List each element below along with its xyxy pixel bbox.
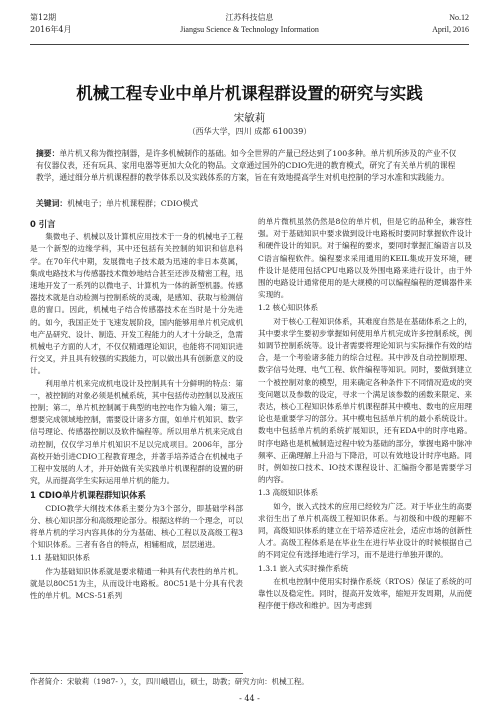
journal-en: Jiangsu Science & Technology Information <box>180 25 319 34</box>
paragraph: 如今，嵌入式技术的应用已经较为广泛。对于毕业生的高要求衍生出了单片机高级工程知识体系。与初级和中级的理解不同，高级知识体系的建立在于培养适应社会，适应市场的创新性人才。高级工程体系是在毕业生在进行毕业设计的时候根据自己的不同定位有选择地进行学习，而不是进行单独开课的。 <box>258 501 472 560</box>
left-column <box>30 216 243 602</box>
keywords-text: 机械电子；单片机课程群；CDIO模式 <box>67 199 199 208</box>
abstract-label: 摘要： <box>36 149 60 158</box>
keywords-label: 关键词： <box>36 199 68 208</box>
date-en: April, 2016 <box>432 25 469 34</box>
header-center <box>30 12 469 36</box>
paragraph: 集微电子、机械以及计算机应用技术于一身的机械电子工程是一个新型的边缘学科，其中还包括有关控制的知识和信息科学。在70年代中期，发展微电子技术最为迅速的非日本莫属，集成电路技术与传感器技术微妙地结合甚至还涉及精密工程，迅速地开发了一系列的以微电子、计算机为一体的新型机器。传感器技术就是自动检测与控制系统的灵魂，是感知、获取与检测信息的窗口。因此，机械电子结合传感器技术在当时是十分先进的。如今，我国正处于飞速发展阶段，国内能够用单片机完成机电产品研究、设计、制造、开发工程能力的人才十分缺乏，急需机械电子方面的人才，不仅仅精通理论知识，也能将不同知识进行交叉，并且具有较强的实践能力，可以做出具有创新意义的设计。 <box>30 232 243 376</box>
paragraph: 的单片微机虽然仍然是8位的单片机，但是它的品种全，兼容性强。对于基础知识中要求做到设计电路板时要同时掌握软件设计和硬件设计的知识。对于编程的要求，要同时掌握汇编语言以及C语言编程软件。编程要求采用通用的KEIL集成开发环境，硬件设计是使用包括CPU电路以及外围电路来进行设计，由于外围的电路设计通常使用的是大规模的可以编程编程的逻辑器件来实现的。 <box>258 217 472 300</box>
subsection-heading: 1.2 核心知识体系 <box>258 303 319 313</box>
issue-en: No.12 <box>449 13 469 22</box>
author-footnote: 作者简介：宋敏莉（1987- ），女，四川峨眉山，硕士，助教；研究方向：机械工程。 <box>30 677 309 686</box>
journal-cn: 江苏科技信息 <box>225 13 274 22</box>
paper-title: 机械工程专业中单片机课程群设置的研究与实践 <box>76 84 423 103</box>
header-right <box>432 12 469 36</box>
subsection-heading: 1.3 高级知识体系 <box>258 488 319 498</box>
issue-cn: 第12期 <box>30 13 57 22</box>
right-column <box>258 216 472 613</box>
section-heading: 0 引言 <box>30 219 56 229</box>
page-number: - 44 - <box>239 694 260 703</box>
subsection-heading: 1.1 基础知识体系 <box>30 553 91 563</box>
abstract-text: 单片机又称为微控制器，是许多机械制作的基础。如今全世界的产量已经达到了100多种。单片机所涉及的产业不仅有仪器仪表，还有玩具、家用电器等更加大众化的物品。文章通过国外的CDIO先进的教育模式，研究了有关单片机的课程教学，通过细分单片机课程群的教学体系以及实践体系的方案，旨在有效地提高学生对机电控制的学习水准和实践能力。 <box>36 149 457 182</box>
section-heading: 1 CDIO单片机课程群知识体系 <box>30 490 146 501</box>
paragraph: CDIO教学大纲技术体系主要分为3个部分，即基础学科部分、核心知识部分和高级理论部分。根据这样的一个理念，可以将单片机的学习内容具体的分为基础、核心工程以及高级工程3个知识体系。三者有各自的特点，相辅相成，层层递进。 <box>30 503 243 550</box>
paragraph: 利用单片机来完成机电设计及控制具有十分鲜明的特点：第一，被控制的对象必须是机械系统，其中包括传动控制以及液压控制；第二，单片机控制属于典型的电控电作为输入端；第三，想要完成领域地控制，需要设计诸多方面，如单片机知识、数字信号理论、传感器控制以及软件编程等。所以用单片机来完成自动控制，仅仅学习单片机知识不足以完成项目。2006年，部分高校开始引进CDIO工程教育理念，并著手培养适合在机械电子工程中发展的人才，并开始做有关实践单片机课程群的设置的研究，从而提高学生实际运用单片机的能力。 <box>30 378 243 486</box>
paragraph: 作为基础知识体系就是要求精通一种具有代表性的单片机。就是以80C51为主，从而设计电路板。80C51是十分具有代表性的单片机。MCS-51系列 <box>30 566 243 601</box>
abstract <box>36 148 463 184</box>
paragraph: 在机电控制中使用实时操作系统（RTOS）保证了系统的可靠性以及稳定性。同时，提高开发效率，缩短开发周期，从而使程序便于修改和维护。因为考虑到 <box>258 576 472 611</box>
date-cn: 2016年4月 <box>30 25 72 34</box>
paragraph: 对于核心工程知识体系，其难度自然是在基础体系之上的，其中要求学生要初步掌握如何使用单片机完成许多控制系统，例如调节控制系统等。设计者需要将理论知识与实际操作有效的结合，是一个考验诸多能力的综合过程。其中涉及自动控制原理、数字信号处理、电气工程、软件编程等知识。同时，要做到建立一个被控制对象的模型，用来确定各种条件下不同情况造成的突变问题以及参数的设定，寻求一个满足该参数的函数来限定、来表达，核心工程知识体系单片机课程群其中模电、数电的应用理论也是重要学习的部分。其中模电包括单片机的最小系统设计。数电中包括单片机的系统扩展知识，还有EDA中的时序电路。时序电路也是机械制造过程中较为基础的部分，掌握电路中脉冲频率、正确理解上升沿与下降沿，可以有效地设计时序电路。同时，例如按口技术、IO技术课程设计、汇编指令都是需要学习的内容。 <box>258 316 472 485</box>
subsection-heading: 1.3.1 嵌入式实时操作系统 <box>258 563 349 573</box>
keywords <box>36 198 463 210</box>
affiliation: （西华大学，四川 成都 610039） <box>187 127 312 136</box>
author: 宋敏莉 <box>233 112 266 124</box>
running-header <box>30 10 469 45</box>
footnote-rule <box>30 673 243 674</box>
